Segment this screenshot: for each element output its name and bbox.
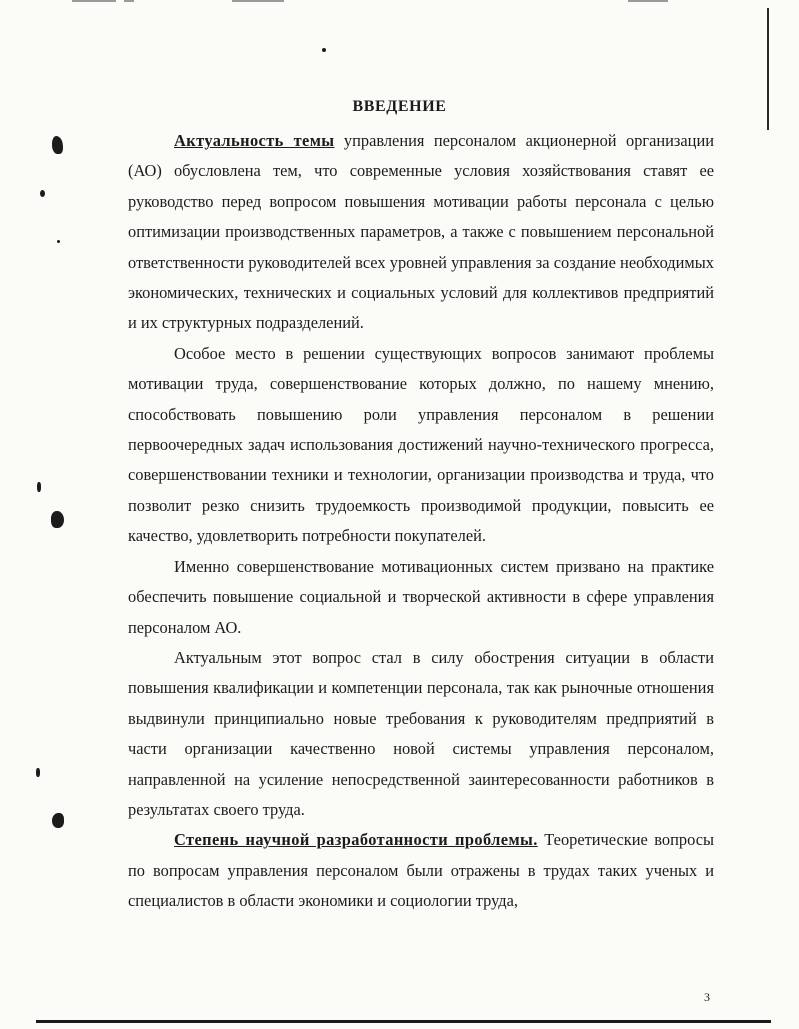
page-title: ВВЕДЕНИЕ (352, 98, 447, 115)
scan-mark (52, 136, 63, 154)
scan-mark (40, 190, 45, 197)
paragraph-qualification (128, 643, 714, 825)
scan-edge-bottom (36, 1020, 771, 1023)
paragraph-systems (128, 552, 714, 643)
scan-edge-top (628, 0, 668, 2)
scan-mark (52, 813, 64, 828)
paragraph-text: управления персоналом акционерной организации (АО) обусловлена тем, что современные условия хозяйствования ставят ее руководство перед вопросом повышения мотивации работы персонала с целью оптимизации производственных параметров, а также с повышением персональной ответственности руководителей всех уровней управления за создание необходимых экономических, технических и социальных условий для коллективов предприятий и их структурных подразделений. (128, 131, 714, 333)
paragraph-text: Теоретические вопросы по вопросам управления персоналом были отражены в трудах таких ученых и специалистов в области экономики и социологии труда, (128, 830, 714, 911)
scan-mark (57, 240, 60, 243)
page-number: 3 (704, 990, 710, 1004)
paragraph-relevance (128, 126, 714, 339)
paragraph-heading: Актуальность темы (174, 131, 335, 150)
paragraph-text: Актуальным этот вопрос стал в силу обострения ситуации в области повышения квалификации и компетенции персонала, так как рыночные отношения выдвинули принципиально новые требования к руководителям предприятий в части организации качественно новой системы управления персоналом, направленной на усиление непосредственной заинтересованности работников в результатах своего труда. (128, 647, 714, 819)
scan-mark (51, 511, 64, 528)
paragraph-text: Особое место в решении существующих вопросов занимают проблемы мотивации труда, совершенствование которых должно, по нашему мнению, способствовать повышению роли управления персоналом в решении первоочередных задач использования достижений научно-технического прогресса, совершенствовании техники и технологии, организации производства и труда, что позволит резко снизить трудоемкость производимой продукции, повысить ее качество, удовлетворить потребности покупателей. (128, 343, 714, 546)
paragraph-motivation (128, 339, 714, 552)
paragraph-research-degree (128, 825, 714, 916)
scan-mark (322, 48, 326, 52)
paragraph-heading: Степень научной разработанности проблемы. (174, 830, 538, 850)
scan-mark (37, 482, 41, 492)
scan-edge-top (232, 0, 284, 2)
document-body (128, 126, 714, 917)
scan-mark (36, 768, 40, 777)
paragraph-text: Именно совершенствование мотивационных систем призвано на практике обеспечить повышение социальной и творческой активности в сфере управления персоналом АО. (128, 556, 714, 637)
scan-edge-top (124, 0, 134, 2)
scan-edge-top (72, 0, 116, 2)
